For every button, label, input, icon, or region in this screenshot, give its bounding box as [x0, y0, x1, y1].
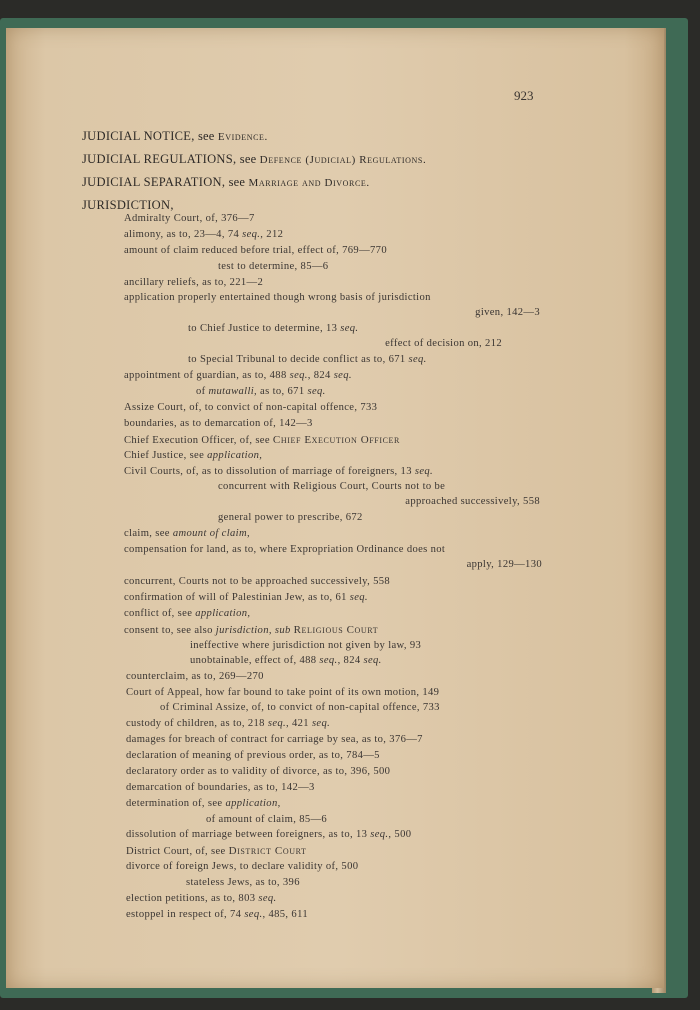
- index-entry: confirmation of will of Palestinian Jew, as to, 61 seq.: [124, 592, 368, 603]
- index-entry: conflict of, see application,: [124, 608, 251, 619]
- index-entry: estoppel in respect of, 74 seq., 485, 611: [126, 909, 308, 920]
- heading-see: see: [236, 152, 260, 166]
- heading-term: JURISDICTION,: [82, 198, 174, 212]
- heading-term: JUDICIAL SEPARATION,: [82, 175, 226, 189]
- index-entry: of mutawalli, as to, 671 seq.: [196, 386, 326, 397]
- index-entry: given, 142—3: [475, 307, 540, 318]
- index-entry: counterclaim, as to, 269—270: [126, 671, 264, 682]
- index-heading: [82, 152, 426, 167]
- index-entry: compensation for land, as to, where Expropriation Ordinance does not: [124, 544, 446, 555]
- heading-reference: Defence (Judicial) Regulations.: [259, 154, 427, 166]
- index-entry: Court of Appeal, how far bound to take point of its own motion, 149: [126, 687, 440, 698]
- index-entry: dissolution of marriage between foreigners, as to, 13 seq., 500: [126, 829, 412, 840]
- index-entry: to Special Tribunal to decide conflict as to, 671 seq.: [188, 354, 427, 365]
- index-entry: claim, see amount of claim,: [124, 528, 250, 539]
- index-entry: general power to prescribe, 672: [218, 512, 363, 523]
- index-entry: alimony, as to, 23—4, 74 seq., 212: [124, 229, 284, 240]
- index-entry: of amount of claim, 85—6: [206, 814, 328, 825]
- index-heading: [82, 175, 370, 190]
- index-entry: application properly entertained though wrong basis of jurisdiction: [124, 292, 431, 303]
- index-entry: declaratory order as to validity of divorce, as to, 396, 500: [126, 766, 391, 777]
- index-entry: to Chief Justice to determine, 13 seq.: [188, 323, 359, 334]
- index-entry: demarcation of boundaries, as to, 142—3: [126, 782, 315, 793]
- index-entry: amount of claim reduced before trial, effect of, 769—770: [124, 245, 387, 256]
- index-entry: concurrent with Religious Court, Courts not to be: [218, 481, 446, 492]
- heading-see: see: [194, 129, 218, 143]
- index-entry: concurrent, Courts not to be approached successively, 558: [124, 576, 391, 587]
- index-entry: appointment of guardian, as to, 488 seq., 824 seq.: [124, 370, 352, 381]
- index-entry: test to determine, 85—6: [218, 261, 329, 272]
- heading-reference: Evidence.: [217, 131, 268, 143]
- index-entry: Chief Justice, see application,: [124, 450, 263, 461]
- heading-reference: Marriage and Divorce.: [248, 177, 370, 189]
- index-entry: election petitions, as to, 803 seq.: [126, 893, 277, 904]
- index-entry: Civil Courts, of, as to dissolution of marriage of foreigners, 13 seq.: [124, 466, 434, 477]
- index-entry: approached successively, 558: [405, 496, 540, 507]
- index-entry: effect of decision on, 212: [385, 338, 502, 349]
- heading-term: JUDICIAL NOTICE,: [82, 129, 195, 143]
- index-entry: of Criminal Assize, of, to convict of non-capital offence, 733: [160, 702, 440, 713]
- index-entry: ineffective where jurisdiction not given by law, 93: [190, 640, 422, 651]
- index-heading: [82, 129, 268, 144]
- index-entry: apply, 129—130: [466, 559, 542, 570]
- index-entry: consent to, see also jurisdiction, sub Religious Court: [124, 624, 379, 636]
- index-entry: Assize Court, of, to convict of non-capital offence, 733: [124, 402, 378, 413]
- index-entry: divorce of foreign Jews, to declare validity of, 500: [126, 861, 359, 872]
- book-page: [6, 28, 664, 988]
- index-entry: custody of children, as to, 218 seq., 421 seq.: [126, 718, 331, 729]
- index-entry: ancillary reliefs, as to, 221—2: [124, 277, 264, 288]
- index-entry: unobtainable, effect of, 488 seq., 824 seq.: [190, 655, 382, 666]
- index-entry: District Court, of, see District Court: [126, 845, 307, 857]
- index-entry: damages for breach of contract for carriage by sea, as to, 376—7: [126, 734, 423, 745]
- index-heading: [82, 198, 174, 213]
- page-number: 923: [514, 88, 534, 103]
- index-entry: declaration of meaning of previous order, as to, 784—5: [126, 750, 380, 761]
- index-entry: boundaries, as to demarcation of, 142—3: [124, 418, 313, 429]
- index-entry: determination of, see application,: [126, 798, 281, 809]
- index-entry: stateless Jews, as to, 396: [186, 877, 300, 888]
- heading-term: JUDICIAL REGULATIONS,: [82, 152, 237, 166]
- index-entry: Admiralty Court, of, 376—7: [124, 213, 255, 224]
- heading-see: see: [225, 175, 249, 189]
- index-entry: Chief Execution Officer, of, see Chief Execution Officer: [124, 434, 400, 446]
